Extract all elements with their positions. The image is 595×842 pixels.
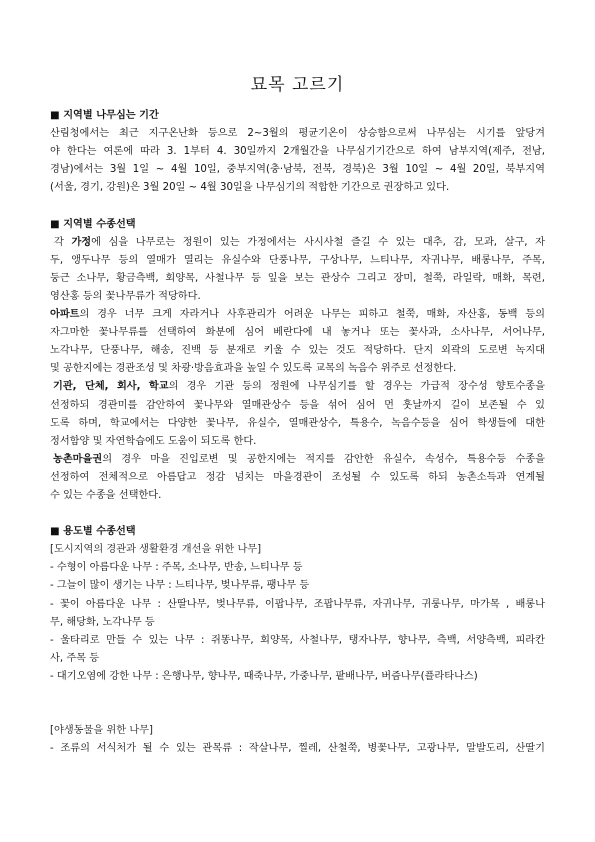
list-item-line: 무, 해당화, 노각나무 등	[50, 616, 155, 628]
paragraph-apartment	[50, 306, 545, 378]
document-title: 묘목 고르기	[250, 75, 345, 95]
list-item	[50, 632, 545, 668]
paragraph	[50, 125, 545, 197]
group-label: [야생동물을 위한 나무]	[50, 725, 153, 737]
line-text: 의 경우 너무 크게 자라거나 사후관리가 어려운 나무는 피하고 철쭉, 매화, 자산홍, 동백 등의	[79, 309, 545, 321]
text-line	[50, 451, 545, 469]
text-line: (서울, 경기, 강원)은 3월 20일 ~ 4월 30일을 나무심기의 적합한 기간으로 권장하고 있다.	[50, 182, 450, 194]
text-line: 수 있는 수종을 선택한다.	[50, 489, 162, 501]
text-line: 노각나무, 단풍나무, 해송, 진백 등 분재로 키울 수 있는 것도 적당하다. 단지 외곽의 도로변 녹지대	[50, 345, 545, 357]
list-item	[50, 740, 545, 758]
section-heading	[50, 107, 545, 125]
paragraph-household	[50, 234, 545, 306]
list-item	[50, 596, 545, 632]
text-line	[50, 378, 545, 396]
bold-keyword: 가정	[71, 236, 92, 248]
list-item	[50, 668, 545, 686]
line-text: 의 경우 마을 진입로변 및 공한지에는 적지를 감안한 유실수, 속성수, 특용수등 수종을	[102, 453, 545, 465]
text-line: 및 공한지에는 경관조성 및 차광·방음효과을 높일 수 있도록 교목의 녹음수 위주로 선정한다.	[50, 363, 457, 375]
line-text: 의 경우 기관 등의 정원에 나무심기를 할 경우는 가급적 장수성 향토수종을	[168, 381, 545, 393]
list-item-line: - 대기오염에 강한 나무 : 은행나무, 향나무, 때죽나무, 가중나무, 팥배나무, 버즘나무(플라타나스)	[50, 670, 478, 682]
text-line: 선정하여 전체적으로 아름답고 정감 넘치는 마을경관이 조성될 수 있도록 하되 농촌소득과 연계될	[50, 471, 545, 483]
square-bullet-icon: ■	[50, 526, 60, 538]
lead-text: 각	[54, 236, 72, 248]
group-label: [도시지역의 경관과 생활환경 개선을 위한 나무]	[50, 544, 262, 556]
text-line: 도록 하며, 학교에서는 다양한 꽃나무, 유실수, 열매관상수, 특용수, 녹음수등을 심어 학생들에 대한	[50, 417, 545, 429]
list-item-line: - 꽃이 아름다운 나무 : 산딸나무, 벚나무류, 이팝나무, 조팝나무류, 자귀나무, 귀룽나무, 마가목 , 배롱나	[50, 598, 545, 610]
text-line: 자그마한 꽃나무류를 선택하여 화분에 심어 베란다에 내 놓거나 또는 꽃사과, 소사나무, 서어나무,	[50, 327, 545, 339]
text-line: 둥근 소나무, 황금측백, 회양목, 사철나무 등 잎을 보는 관상수 그리고 장미, 철쭉, 라일락, 매화, 목련,	[50, 272, 545, 284]
section-species-by-use	[50, 523, 545, 758]
text-line: 선정하되 경관미를 감안하여 꽃나무와 열매관상수 등을 섞어 심어 먼 훗날까지 길이 보존될 수 있	[50, 399, 545, 411]
group-urban-trees	[50, 541, 545, 686]
square-bullet-icon: ■	[50, 110, 60, 121]
list-item-line: 사, 주목 등	[50, 652, 100, 664]
text-line: 산림청에서는 최근 지구온난화 등으로 2~3월의 평균기온이 상승함으로써 나무심는 시기를 앞당겨	[50, 128, 545, 140]
section-heading	[50, 216, 545, 234]
list-item-line: - 그늘이 많이 생기는 나무 : 느티나무, 벚나무류, 팽나무 등	[50, 580, 310, 592]
document-body	[50, 107, 545, 758]
section-heading-text: 지역별 나무심는 기간	[63, 110, 159, 121]
list-item	[50, 559, 545, 577]
text-line: 두, 앵두나무 등의 열매가 열리는 유실수와 단풍나무, 구상나무, 느티나무, 자귀나무, 배롱나무, 주목,	[50, 254, 545, 266]
text-line	[50, 306, 545, 324]
text-line: 야 한다는 여론에 따라 3. 1부터 4. 30일까지 2개월간을 나무심기기간으로 하여 남부지역(제주, 전남,	[50, 146, 545, 158]
list-item	[50, 577, 545, 595]
paragraph-rural-village	[50, 451, 545, 505]
text-line: 영산홍 등의 꽃나무류가 적당하다.	[50, 290, 201, 302]
text-line: 경남)에서는 3월 1일 ~ 4월 10일, 중부지역(충·남북, 전북, 경북)은 3월 10일 ~ 4월 20일, 북부지역	[50, 164, 545, 176]
section-planting-period	[50, 107, 545, 197]
bold-keyword: 기관, 단체, 회사, 학교	[53, 381, 169, 393]
text-line	[50, 234, 545, 252]
section-heading	[50, 523, 545, 541]
list-item-line: - 조류의 서식처가 될 수 있는 관목류 : 작살나무, 찔레, 산철쭉, 병꽃나무, 고광나무, 말발도리, 산딸기	[50, 743, 545, 755]
group-wildlife-trees	[50, 722, 545, 758]
section-regional-species	[50, 216, 545, 506]
line-text: 에 심을 나무로는 정원이 있는 가정에서는 사시사철 즐길 수 있는 대추, 감, 모과, 살구, 자	[91, 236, 545, 248]
paragraph-institution	[50, 378, 545, 450]
list-item-line: - 울타리로 만들 수 있는 나무 : 쥐똥나무, 회양목, 사철나무, 탱자나무, 향나무, 측백, 서양측백, 피라칸	[50, 634, 545, 646]
square-bullet-icon: ■	[50, 218, 60, 230]
bold-keyword: 아파트	[50, 309, 80, 321]
list-item-line: - 수형이 아름다운 나무 : 주목, 소나무, 반송, 느티나무 등	[50, 562, 303, 574]
text-line: 정서함양 및 자연학습에도 도움이 되도록 한다.	[50, 435, 257, 447]
bold-keyword: 농촌마을권	[53, 453, 103, 465]
section-heading-text: 용도별 수종선택	[63, 526, 136, 538]
section-heading-text: 지역별 수종선택	[63, 218, 136, 230]
